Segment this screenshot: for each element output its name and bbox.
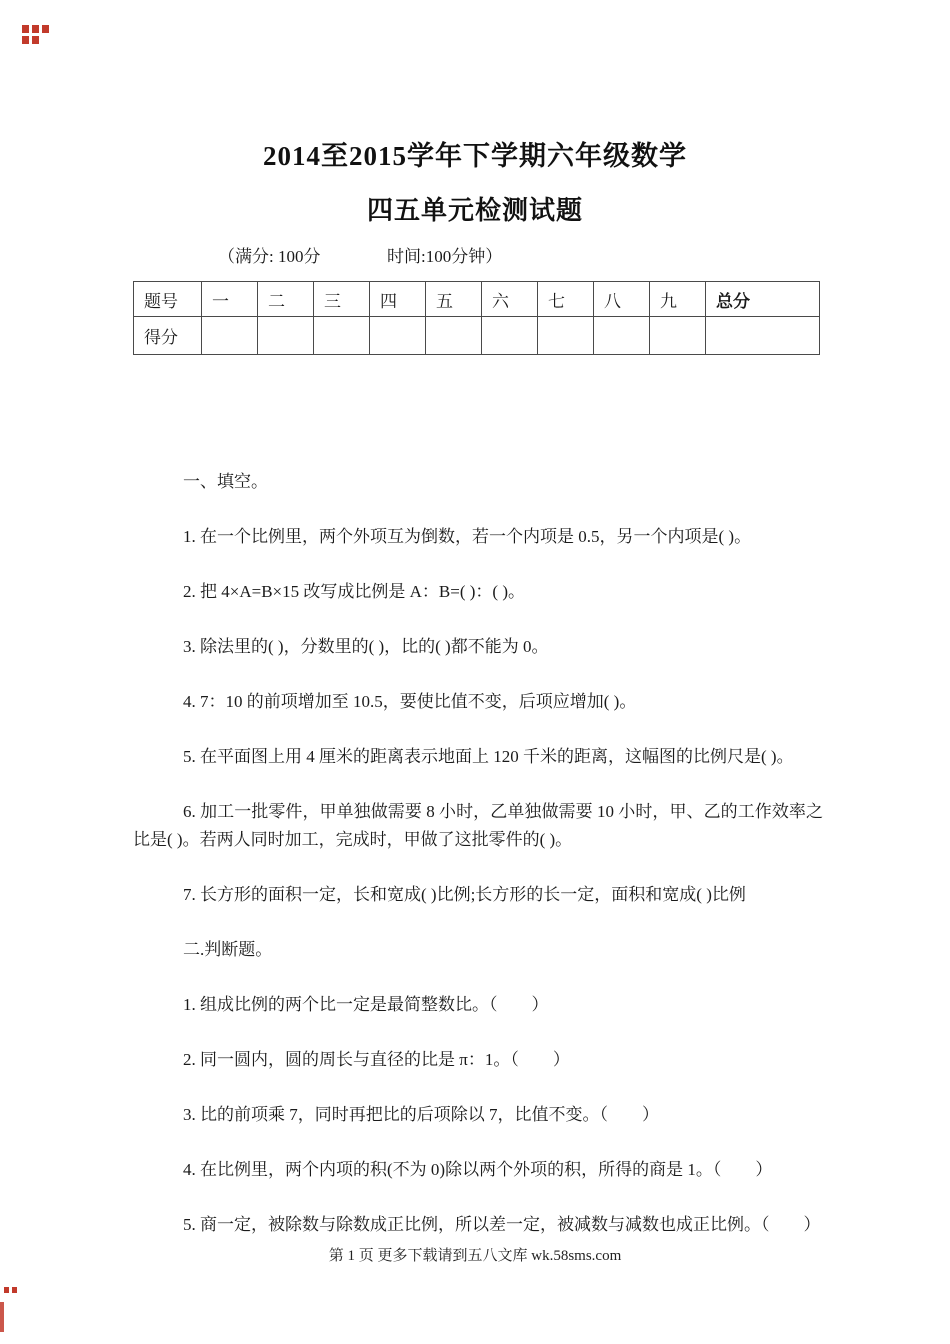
score-table-header-cell: 二 [258,282,314,317]
score-table-total-header-cell: 总分 [706,282,820,317]
fill-blank-question-5: 5. 在平面图上用 4 厘米的距离表示地面上 120 千米的距离，这幅图的比例尺是( )。 [183,747,794,766]
score-table-score-row [134,317,820,355]
fill-blank-question-2: 2. 把 4×A=B×15 改写成比例是 A：B=( )：( )。 [183,582,525,601]
score-table-header-cell: 五 [426,282,482,317]
score-table-header-cell: 三 [314,282,370,317]
fill-blank-question-4: 4. 7：10 的前项增加至 10.5，要使比值不变，后项应增加( )。 [183,692,637,711]
section-1-heading: 一、填空。 [183,472,268,491]
score-table-header-cell: 七 [538,282,594,317]
page-footer: 第 1 页 更多下载请到五八文库 wk.58sms.com [328,1248,622,1264]
score-cell [650,317,706,355]
score-cell [314,317,370,355]
score-cell [482,317,538,355]
red-stamp-left-edge [0,1302,4,1332]
judge-question-5: 5. 商一定，被除数与除数成正比例，所以差一定，被减数与减数也成正比例。（ ） [183,1215,821,1234]
judge-question-1: 1. 组成比例的两个比一定是最简整数比。（ ） [183,995,549,1014]
score-table-header-cell: 九 [650,282,706,317]
judge-question-3: 3. 比的前项乘 7，同时再把比的后项除以 7，比值不变。（ ） [183,1105,659,1124]
score-table-header-row [134,282,820,317]
score-table-header-cell: 题号 [134,282,202,317]
exam-score-info: （满分: 100分 [218,247,321,266]
fill-blank-question-1: 1. 在一个比例里，两个外项互为倒数，若一个内项是 0.5，另一个内项是( )。 [183,527,752,546]
score-cell [370,317,426,355]
score-table-header-cell: 四 [370,282,426,317]
section-2-heading: 二.判断题。 [183,940,273,959]
score-cell [538,317,594,355]
score-row-label-cell: 得分 [134,317,202,355]
judge-question-2: 2. 同一圆内，圆的周长与直径的比是 π：1。（ ） [183,1050,570,1069]
score-cell [426,317,482,355]
score-table [133,281,820,355]
exam-time-info: 时间:100分钟） [386,247,503,266]
score-cell-total [706,317,820,355]
red-stamp-top-left [22,24,52,46]
score-cell [202,317,258,355]
document-title-line2: 四五单元检测试题 [366,196,583,225]
document-title-line1: 2014至2015学年下学期六年级数学 [263,141,687,171]
fill-blank-question-6: 6. 加工一批零件，甲单独做需要 8 小时，乙单独做需要 10 小时，甲、乙的工作效率之比是( )。若两人同时加工，完成时，甲做了这批零件的( )。 [133,802,823,849]
red-stamp-bottom-left [4,1284,20,1295]
fill-blank-question-3: 3. 除法里的( )，分数里的( )，比的( )都不能为 0。 [183,637,549,656]
score-cell [594,317,650,355]
judge-question-4: 4. 在比例里，两个内项的积(不为 0)除以两个外项的积，所得的商是 1。（ ） [183,1160,773,1179]
score-cell [258,317,314,355]
exam-info-line [218,242,950,267]
score-table-header-cell: 八 [594,282,650,317]
score-table-header-cell: 六 [482,282,538,317]
fill-blank-question-7: 7. 长方形的面积一定，长和宽成( )比例;长方形的长一定，面积和宽成( )比例 [183,885,746,904]
score-table-header-cell: 一 [202,282,258,317]
exam-body [133,468,823,1239]
